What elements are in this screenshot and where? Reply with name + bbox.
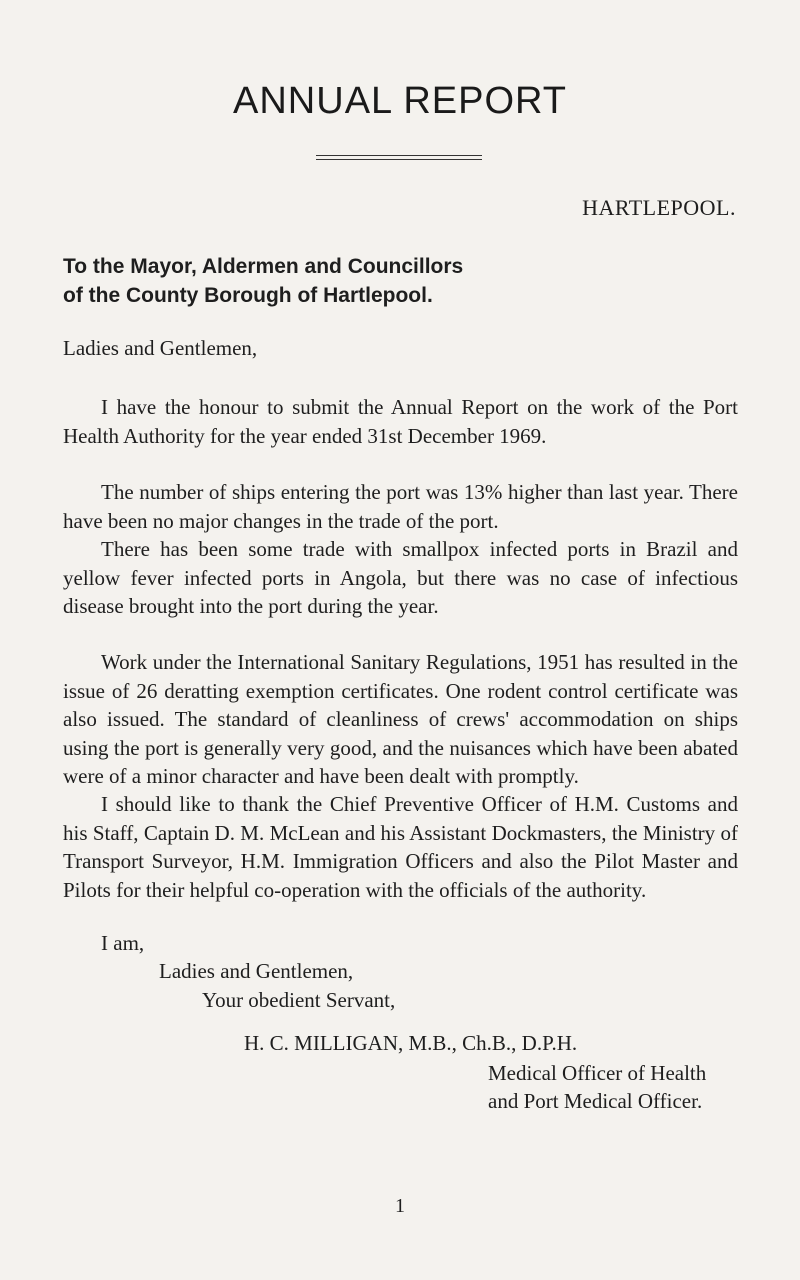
signature-name: H. C. MILLIGAN, M.B., Ch.B., D.P.H.: [244, 1031, 578, 1055]
signature-role-2: and Port Medical Officer.: [488, 1089, 703, 1113]
closing-line-2: Ladies and Gentlemen,: [159, 959, 354, 983]
paragraph-infected-ports: There has been some trade with smallpox infected ports in Brazil and yellow fever infected ports in Angola, but there was no case of infectious disease brought into the port during the year.: [63, 537, 738, 619]
paragraph-sanitary-regulations: Work under the International Sanitary Regulations, 1951 has resulted in the issue of 26 deratting exemption certificates. One rodent control certificate was also issued. The standard of cleanliness of crews' accommodation on ships using the port is generally very good, and the nuisances which have been abated were of a minor character and have been dealt with promptly.: [63, 650, 738, 789]
paragraph-acknowledgements: I should like to thank the Chief Preventive Officer of H.M. Customs and his Staff, Captain D. M. McLean and his Assistant Dockmasters, the Ministry of Transport Surveyor, H.M. Immigration Officers and also the Pilot Master and Pilots for their helpful co-operation with the officials of the authority.: [63, 792, 738, 902]
title-underline-bottom: [316, 159, 482, 160]
paragraph-report-submission: I have the honour to submit the Annual Report on the work of the Port Health Authority for the year ended 31st December 1969.: [63, 395, 738, 448]
address-block: [63, 252, 463, 310]
salutation: Ladies and Gentlemen,: [63, 336, 258, 360]
address-line-2: of the County Borough of Hartlepool.: [63, 284, 433, 307]
title-underline-top: [316, 155, 482, 156]
closing-line-1: I am,: [101, 931, 145, 955]
closing-line-3: Your obedient Servant,: [202, 988, 396, 1012]
page-number: 1: [395, 1195, 405, 1217]
signature-role-1: Medical Officer of Health: [488, 1061, 707, 1085]
paragraph-ship-numbers: The number of ships entering the port was 13% higher than last year. There have been no major changes in the trade of the port.: [63, 480, 738, 533]
place-name: HARTLEPOOL.: [582, 195, 736, 220]
page-title: ANNUAL REPORT: [233, 80, 567, 122]
address-line-1: To the Mayor, Aldermen and Councillors: [63, 255, 464, 278]
